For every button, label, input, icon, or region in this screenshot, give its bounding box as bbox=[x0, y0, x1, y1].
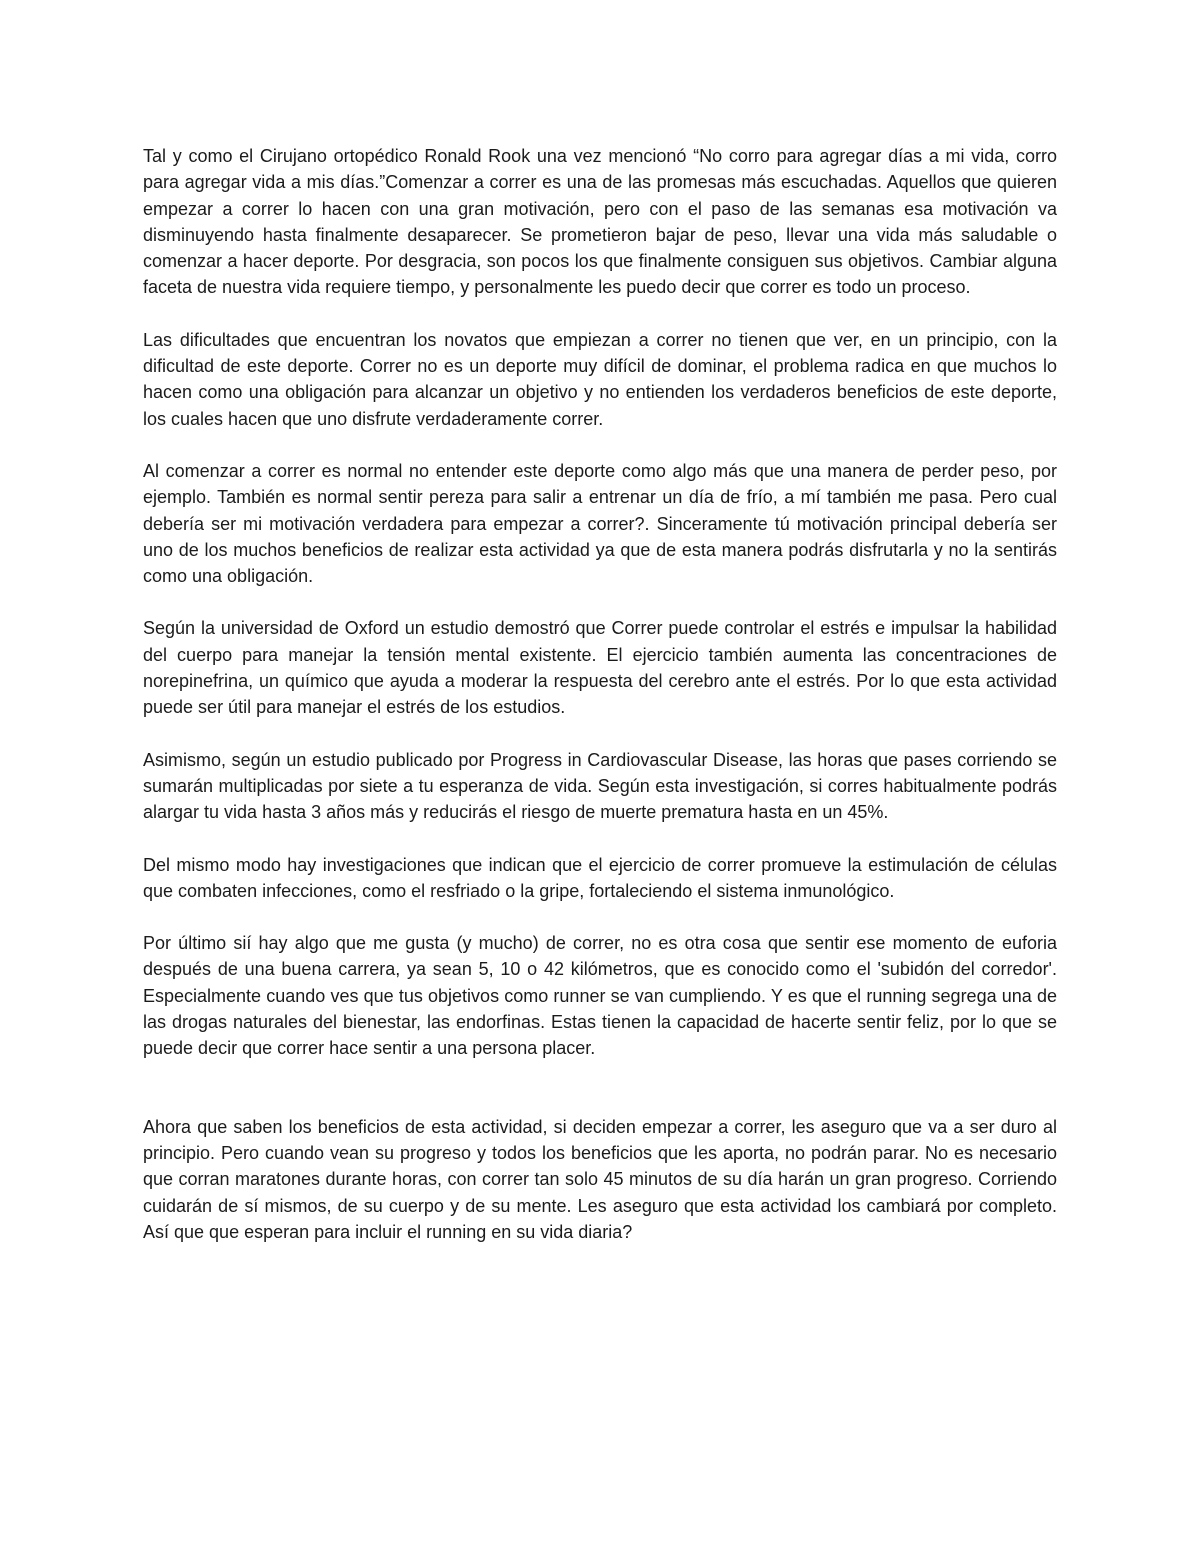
paragraph-5: Asimismo, según un estudio publicado por Progress in Cardiovascular Disease, las horas que pases corriendo se sumarán multiplicadas por siete a tu esperanza de vida. Según esta investigación, si corres habitualmente podrás alargar tu vida hasta 3 años más y reducirás el riesgo de muerte prematura hasta en un 45%. bbox=[143, 749, 1057, 823]
paragraph-6: Del mismo modo hay investigaciones que indican que el ejercicio de correr promueve la estimulación de células que combaten infecciones, como el resfriado o la gripe, fortaleciendo el sistema inmunológico. bbox=[143, 854, 1057, 901]
paragraph-3: Al comenzar a correr es normal no entender este deporte como algo más que una manera de perder peso, por ejemplo. También es normal sentir pereza para salir a entrenar un día de frío, a mí también me pasa. Pero cual debería ser mi motivación verdadera para empezar a correr?. Sinceramente tú motivación principal debería ser uno de los muchos beneficios de realizar esta actividad ya que de esta manera podrás disfrutarla y no la sentirás como una obligación. bbox=[143, 460, 1057, 587]
blank-line bbox=[143, 1088, 1057, 1114]
paragraph-8: Ahora que saben los beneficios de esta actividad, si deciden empezar a correr, les aseguro que va a ser duro al principio. Pero cuando vean su progreso y todos los beneficios que les aporta, no podrán parar. No es necesario que corran maratones durante horas, con correr tan solo 45 minutos de su día harán un gran progreso. Corriendo cuidarán de sí mismos, de su cuerpo y de su mente. Les aseguro que esta actividad los cambiará por completo. Así que que esperan para incluir el running en su vida diaria? bbox=[143, 1116, 1057, 1242]
paragraph-2: Las dificultades que encuentran los novatos que empiezan a correr no tienen que ver, en un principio, con la dificultad de este deporte. Correr no es un deporte muy difícil de dominar, el problema radica en que muchos lo hacen como una obligación para alcanzar un objetivo y no entienden los verdaderos beneficios de este deporte, los cuales hacen que uno disfrute verdaderamente correr. bbox=[143, 329, 1057, 429]
paragraph-4: Según la universidad de Oxford un estudio demostró que Correr puede controlar el estrés e impulsar la habilidad del cuerpo para manejar la tensión mental existente. El ejercicio también aumenta las concentraciones de norepinefrina, un químico que ayuda a moderar la respuesta del cerebro ante el estrés. Por lo que esta actividad puede ser útil para manejar el estrés de los estudios. bbox=[143, 618, 1057, 718]
document-body bbox=[143, 143, 1057, 1271]
paragraph-7: Por último sií hay algo que me gusta (y mucho) de correr, no es otra cosa que sentir ese momento de euforia después de una buena carrera, ya sean 5, 10 o 42 kilómetros, que es conocido como el 'subidón del corredor'. Especialmente cuando ves que tus objetivos como runner se van cumpliendo. Y es que el running segrega una de las drogas naturales del bienestar, las endorfinas. Estas tienen la capacidad de hacerte sentir feliz, por lo que se puede decir que correr hace sentir a una persona placer. bbox=[143, 933, 1057, 1059]
paragraph-1: Tal y como el Cirujano ortopédico Ronald Rook una vez mencionó “No corro para agregar días a mi vida, corro para agregar vida a mis días.”Comenzar a correr es una de las promesas más escuchadas. Aquellos que quieren empezar a correr lo hacen con una gran motivación, pero con el paso de las semanas esa motivación va disminuyendo hasta finalmente desaparecer. Se prometieron bajar de peso, llevar una vida más saludable o comenzar a hacer deporte. Por desgracia, son pocos los que finalmente consiguen sus objetivos. Cambiar alguna faceta de nuestra vida requiere tiempo, y personalmente les puedo decir que correr es todo un proceso. bbox=[143, 146, 1057, 298]
